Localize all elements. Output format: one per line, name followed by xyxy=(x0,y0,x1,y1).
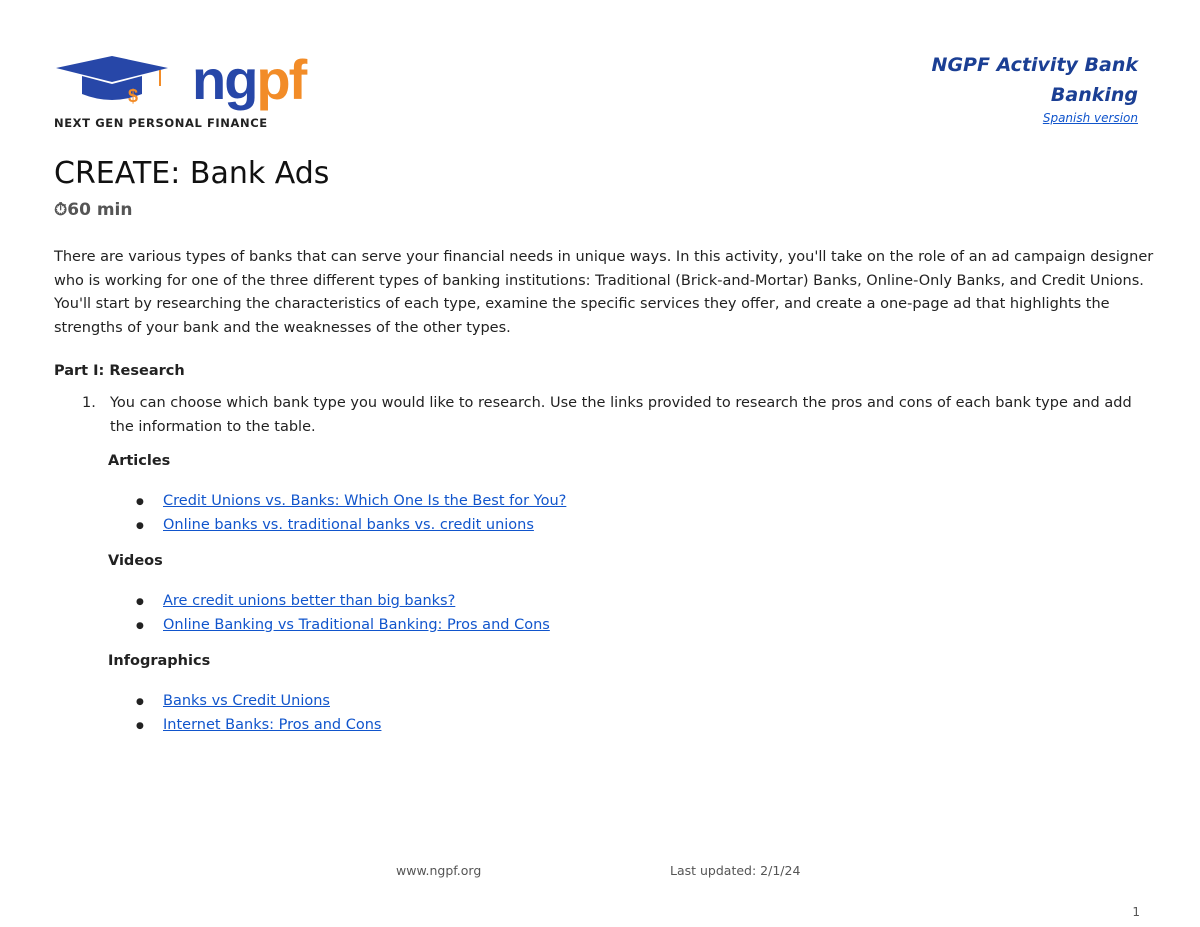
list-item xyxy=(136,690,381,714)
list-item xyxy=(136,614,550,638)
infographic-link[interactable]: Internet Banks: Pros and Cons xyxy=(163,716,382,733)
header-title: NGPF Activity Bank xyxy=(931,54,1138,76)
question-number: 1. xyxy=(82,395,96,411)
page-title: CREATE: Bank Ads xyxy=(54,156,330,191)
logo-pf: pf xyxy=(256,48,306,111)
ngpf-logo xyxy=(52,48,306,132)
section-videos: Videos xyxy=(108,553,163,569)
list-item xyxy=(136,714,381,738)
logo-tagline: NEXT GEN PERSONAL FINANCE xyxy=(54,116,268,130)
duration-text: 60 min xyxy=(67,200,133,220)
section-infographics: Infographics xyxy=(108,653,211,669)
footer-updated: Last updated: 2/1/24 xyxy=(670,863,801,878)
spanish-version-link[interactable]: Spanish version xyxy=(1042,111,1138,125)
logo-ng: ng xyxy=(192,48,257,111)
footer-website: www.ngpf.org xyxy=(396,863,482,878)
intro-paragraph: There are various types of banks that can serve your financial needs in unique ways. In this activity, you'll take on the role of an ad campaign designer who is working for one of the three different types of banking institutions: Traditional (Brick-and-Mortar) Banks, Online-Only Banks, and Credit Unions. You'll start by researching the characteristics of each type, examine the specific services they offer, and create a one-page ad that highlights the strengths of your bank and the weaknesses of the other types. xyxy=(54,249,1154,336)
question-text: You can choose which bank type you would like to research. Use the links provided to research the pros and cons of each bank type and add the information to the table. xyxy=(110,395,1132,435)
video-link[interactable]: Are credit unions better than big banks? xyxy=(163,593,456,609)
list-item xyxy=(136,514,566,538)
videos-list xyxy=(136,590,550,637)
infographic-link[interactable]: Banks vs Credit Unions xyxy=(163,693,330,709)
svg-text:$: $ xyxy=(128,86,139,106)
articles-list xyxy=(136,490,566,537)
duration xyxy=(54,200,133,220)
graduation-cap-icon xyxy=(52,54,192,114)
infographics-list xyxy=(136,690,381,737)
stopwatch-icon: ⏱ xyxy=(54,200,68,220)
list-item xyxy=(136,590,550,614)
video-link[interactable]: Online Banking vs Traditional Banking: Pros and Cons xyxy=(163,616,550,633)
section-articles: Articles xyxy=(108,453,171,469)
question-1 xyxy=(82,392,1142,439)
list-item xyxy=(136,490,566,514)
page-number: 1 xyxy=(1132,905,1140,919)
header-right xyxy=(932,50,1138,126)
header-subtitle: Banking xyxy=(1050,84,1138,106)
article-link[interactable]: Online banks vs. traditional banks vs. credit unions xyxy=(163,516,534,533)
part-heading: Part I: Research xyxy=(54,363,185,379)
article-link[interactable]: Credit Unions vs. Banks: Which One Is the Best for You? xyxy=(163,493,567,509)
